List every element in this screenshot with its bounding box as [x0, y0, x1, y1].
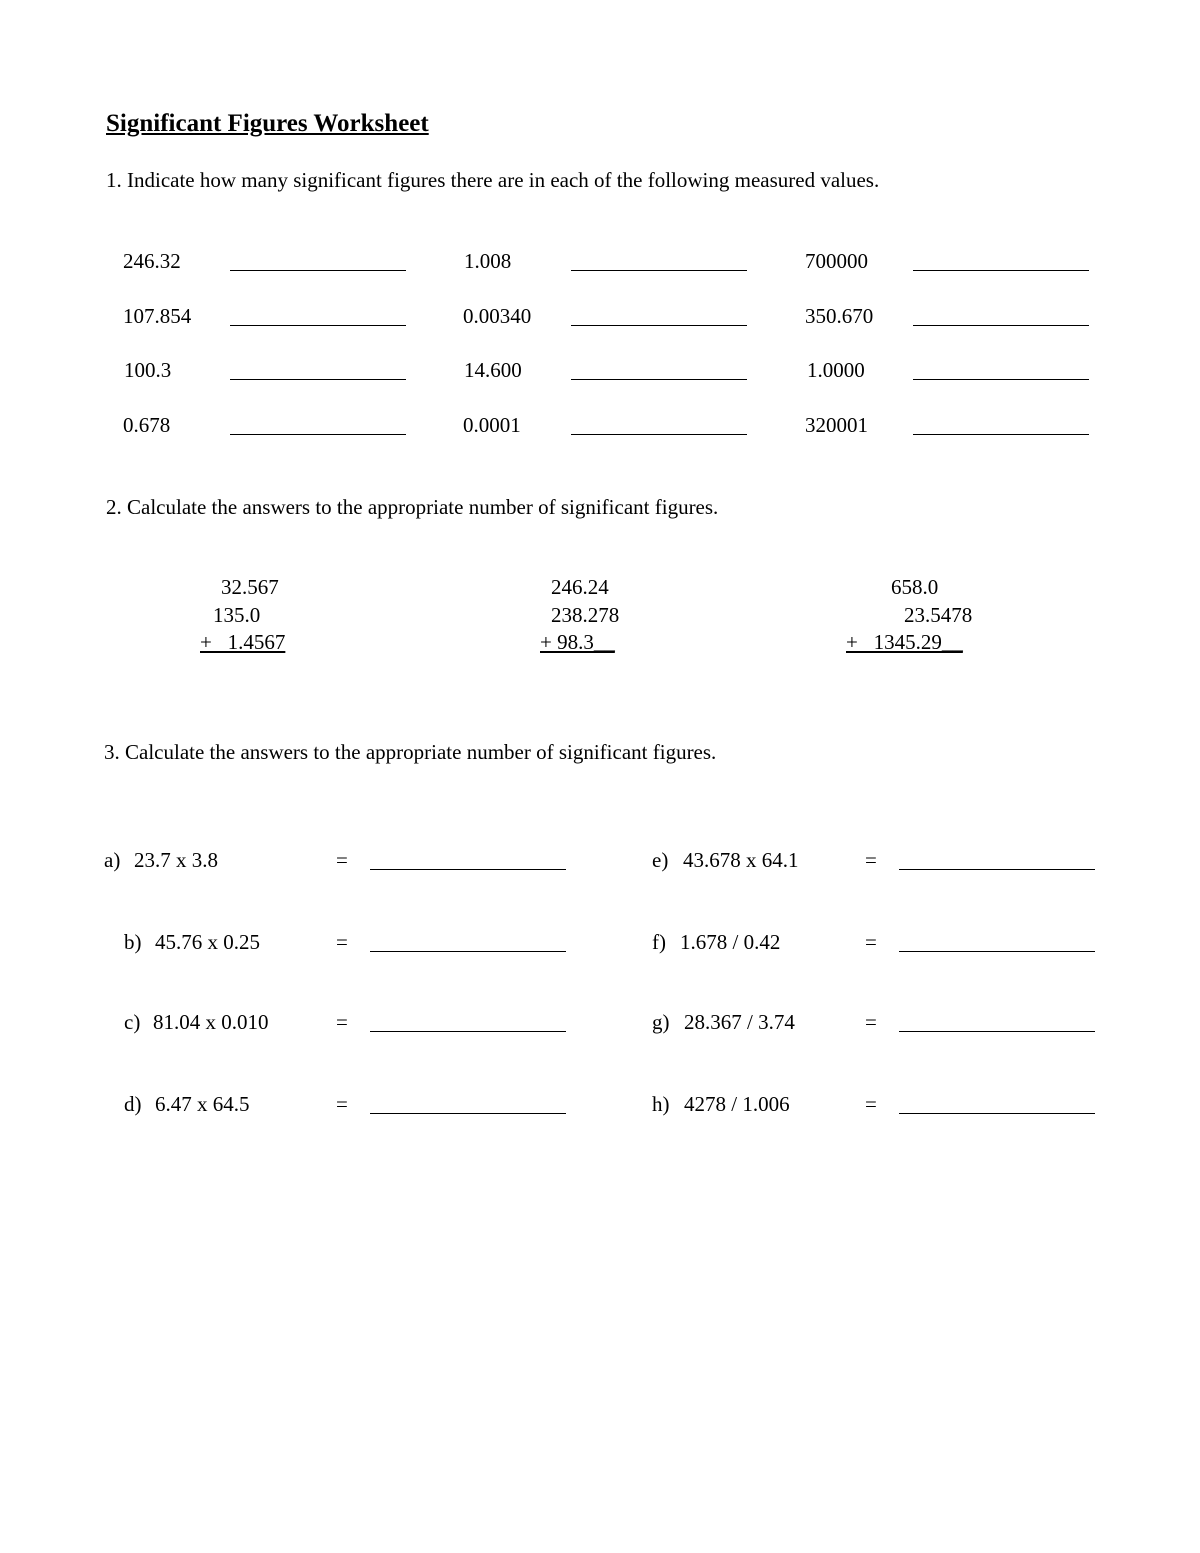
answer-blank[interactable] [370, 1113, 566, 1114]
equals-sign: = [865, 848, 877, 872]
problem-expression: 43.678 x 64.1 [683, 848, 799, 872]
question-2-prompt: 2. Calculate the answers to the appropriate number of significant figures. [106, 495, 719, 519]
answer-blank[interactable] [899, 951, 1095, 952]
equals-sign: = [865, 930, 877, 954]
question-3-prompt: 3. Calculate the answers to the appropriate number of significant figures. [104, 740, 717, 764]
q1-value: 107.854 [123, 304, 192, 328]
problem-expression: 4278 / 1.006 [684, 1092, 790, 1116]
answer-blank[interactable] [370, 869, 566, 870]
answer-blank[interactable] [571, 434, 747, 435]
problem-expression: 45.76 x 0.25 [155, 930, 260, 954]
question-1-prompt: 1. Indicate how many significant figures there are in each of the following measured values. [106, 168, 880, 192]
q1-value: 1.0000 [807, 358, 865, 382]
q1-value: 0.678 [123, 413, 171, 437]
answer-blank[interactable] [230, 270, 406, 271]
answer-blank[interactable] [899, 1113, 1095, 1114]
addend: + 98.3__ [540, 630, 615, 654]
answer-blank[interactable] [571, 270, 747, 271]
addend: 135.0 [213, 603, 261, 627]
equals-sign: = [336, 1092, 348, 1116]
page-title: Significant Figures Worksheet [106, 110, 429, 137]
q1-value: 0.00340 [463, 304, 532, 328]
equals-sign: = [336, 1010, 348, 1034]
answer-blank[interactable] [913, 270, 1089, 271]
q1-value: 14.600 [464, 358, 522, 382]
addend: 658.0 [891, 575, 939, 599]
addend: 246.24 [551, 575, 609, 599]
equals-sign: = [336, 848, 348, 872]
problem-label: h) [652, 1092, 670, 1116]
addend: + 1.4567 [200, 630, 286, 654]
q1-value: 350.670 [805, 304, 874, 328]
problem-expression: 6.47 x 64.5 [155, 1092, 250, 1116]
answer-blank[interactable] [899, 869, 1095, 870]
problem-expression: 23.7 x 3.8 [134, 848, 218, 872]
equals-sign: = [336, 930, 348, 954]
q1-value: 100.3 [124, 358, 172, 382]
problem-expression: 1.678 / 0.42 [680, 930, 781, 954]
answer-blank[interactable] [913, 379, 1089, 380]
problem-label: f) [652, 930, 666, 954]
answer-blank[interactable] [370, 951, 566, 952]
equals-sign: = [865, 1010, 877, 1034]
answer-blank[interactable] [230, 434, 406, 435]
problem-expression: 81.04 x 0.010 [153, 1010, 269, 1034]
problem-expression: 28.367 / 3.74 [684, 1010, 795, 1034]
q1-value: 700000 [805, 249, 868, 273]
problem-label: c) [124, 1010, 141, 1034]
addend: 32.567 [221, 575, 279, 599]
q1-value: 1.008 [464, 249, 512, 273]
equals-sign: = [865, 1092, 877, 1116]
answer-blank[interactable] [571, 379, 747, 380]
problem-label: e) [652, 848, 669, 872]
answer-blank[interactable] [230, 325, 406, 326]
answer-blank[interactable] [899, 1031, 1095, 1032]
q1-value: 246.32 [123, 249, 181, 273]
problem-label: g) [652, 1010, 670, 1034]
addend: + 1345.29__ [846, 630, 963, 654]
answer-blank[interactable] [571, 325, 747, 326]
answer-blank[interactable] [913, 325, 1089, 326]
problem-label: d) [124, 1092, 142, 1116]
problem-label: a) [104, 848, 121, 872]
q1-value: 0.0001 [463, 413, 521, 437]
answer-blank[interactable] [913, 434, 1089, 435]
problem-label: b) [124, 930, 142, 954]
answer-blank[interactable] [370, 1031, 566, 1032]
answer-blank[interactable] [230, 379, 406, 380]
addend: 23.5478 [904, 603, 973, 627]
addend: 238.278 [551, 603, 620, 627]
q1-value: 320001 [805, 413, 868, 437]
